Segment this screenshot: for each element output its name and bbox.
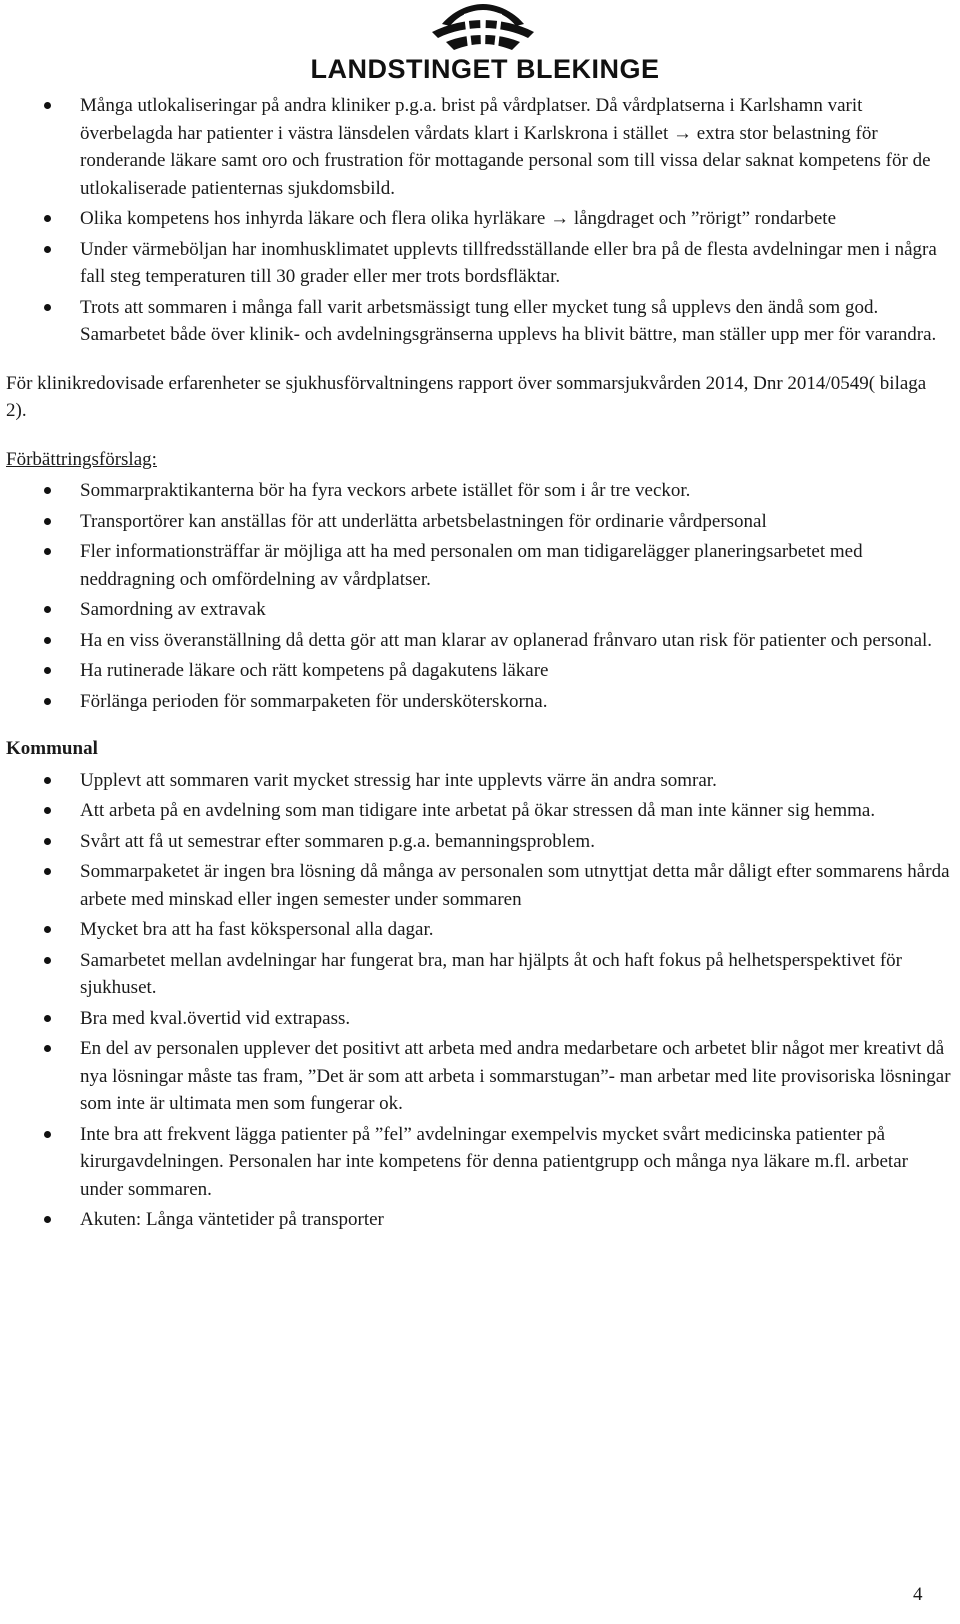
crown-emblem-icon (428, 2, 538, 54)
list-item: Mycket bra att ha fast kökspersonal alla dagar. (6, 916, 951, 944)
list-item: Fler informationsträffar är möjliga att ha med personalen om man tidigarelägger planeringsarbetet med neddragning och omfördelning av vårdplatser. (6, 538, 951, 593)
list-item: Svårt att få ut semestrar efter sommaren p.g.a. bemanningsproblem. (6, 828, 951, 856)
improvements-heading: Förbättringsförslag: (6, 448, 157, 470)
page-number: 4 (913, 1584, 923, 1605)
list-item: Sommarpaketet är ingen bra lösning då många av personalen som utnyttjat detta mår dåligt efter sommarens hårda arbete med minskad eller ingen semester under sommaren (6, 858, 951, 913)
list-item: Att arbeta på en avdelning som man tidigare inte arbetat på ökar stressen då man inte känner sig hemma. (6, 797, 951, 825)
list-item: Olika kompetens hos inhyrda läkare och flera olika hyrläkare → långdraget och ”rörigt” rondarbete (6, 205, 951, 233)
page-header (0, 0, 960, 92)
list-item: Många utlokaliseringar på andra kliniker p.g.a. brist på vårdplatser. Då vårdplatserna i Karlshamn varit överbelagda har patienter i västra länsdelen vårdats klart i Karlskrona i stället → extra stor belastning för ronderande läkare samt oro och frustration för mottagande personal som till vissa delar saknat kompetens för de utlokaliserade patienternas sjukdomsbild. (6, 92, 951, 202)
list-item: Upplevt att sommaren varit mycket stressig har inte upplevts värre än andra somrar. (6, 767, 951, 795)
list-item: Under värmeböljan har inomhusklimatet upplevts tillfredsställande eller bra på de flesta avdelningar men i några fall steg temperaturen till 30 grader eller mer trots bordsfläktar. (6, 236, 951, 291)
list-item: Trots att sommaren i många fall varit arbetsmässigt tung eller mycket tung så upplevs den ändå som god. Samarbetet både över klinik- och avdelningsgränserna upplevs ha blivit bättre, man ställer upp mer för varandra. (6, 294, 951, 349)
list-item: En del av personalen upplever det positivt att arbeta med andra medarbetare och arbetet blir något mer kreativt då nya lösningar måste tas fram, ”Det är som att arbeta i sommarstugan”- man arbetar med lite provisoriska lösningar som inte är ultimata men som fungerar ok. (6, 1035, 951, 1118)
document-body (6, 92, 951, 1237)
list-item: Samordning av extravak (6, 596, 951, 624)
organization-logo-text: LANDSTINGET BLEKINGE (310, 54, 660, 84)
list-item: Akuten: Långa väntetider på transporter (6, 1206, 951, 1234)
list-item: Bra med kval.övertid vid extrapass. (6, 1005, 951, 1033)
list-item: Sommarpraktikanterna bör ha fyra veckors arbete istället för som i år tre veckor. (6, 477, 951, 505)
reference-paragraph: För klinikredovisade erfarenheter se sjukhusförvaltningens rapport över sommarsjukvården 2014, Dnr 2014/0549( bilaga 2). (6, 372, 927, 421)
list-item: Transportörer kan anställas för att underlätta arbetsbelastningen för ordinarie vårdpersonal (6, 508, 951, 536)
kommunal-list (6, 767, 951, 1234)
list-item: Inte bra att frekvent lägga patienter på ”fel” avdelningar exempelvis mycket svårt medicinska patienter på kirurgavdelningen. Personalen har inte kompetens för denna patientgrupp och många nya läkare m.fl. arbetar under sommaren. (6, 1121, 951, 1204)
list-item: Förlänga perioden för sommarpaketen för undersköterskorna. (6, 688, 951, 716)
kommunal-heading: Kommunal (6, 738, 98, 759)
observations-list (6, 92, 951, 349)
list-item: Ha en viss överanställning då detta gör att man klarar av oplanerad frånvaro utan risk för patienter och personal. (6, 627, 951, 655)
list-item: Samarbetet mellan avdelningar har fungerat bra, man har hjälpts åt och haft fokus på helhetsperspektivet för sjukhuset. (6, 947, 951, 1002)
improvements-list (6, 477, 951, 715)
list-item: Ha rutinerade läkare och rätt kompetens på dagakutens läkare (6, 657, 951, 685)
